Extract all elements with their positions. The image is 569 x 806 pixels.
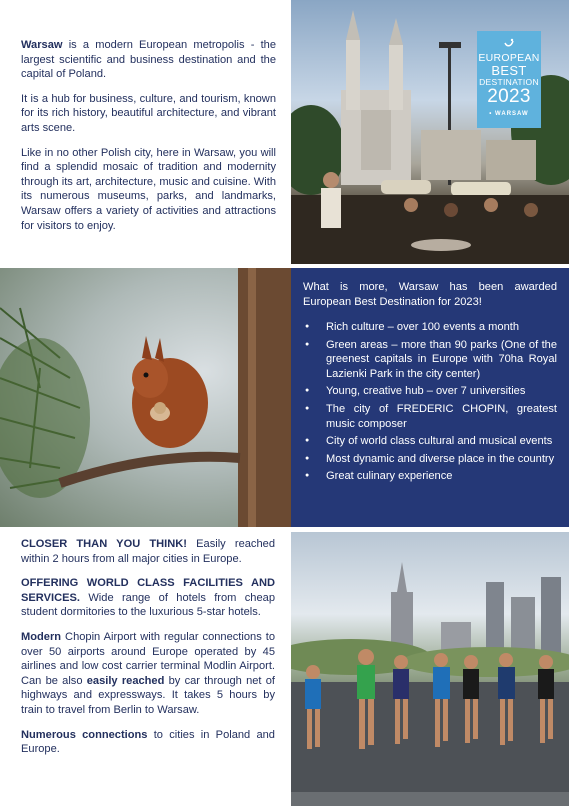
list-item: ● Great culinary experience [303,469,557,484]
photo-marathon [291,532,569,806]
lower-paragraph-3 [21,630,275,718]
list-item: ● The city of FREDERIC CHOPIN, greatest music composer [303,402,557,431]
highlights-list [303,320,557,487]
lower-text-2: Wide range of hotels from cheap student dormitories to the luxurious 5-star hotels. [21,591,275,619]
best-destination-badge [477,31,541,128]
city-name: Warsaw [21,39,63,51]
list-item: ● Young, creative hub – over 7 universities [303,384,557,399]
lower-text-4: to cities in Poland and Europe. [21,728,275,756]
photo-church-cafe [291,0,569,264]
squirrel-illustration [0,268,291,527]
badge-line-2: BEST [491,62,527,78]
intro-section [21,38,276,233]
lower-text-3a: Chopin Airport with regular connections to over 50 airports around Europe operated by 45 airlines and low cost carrier terminal Modlin Airport. Can be also [21,630,275,687]
intro-paragraph-1 [21,38,276,82]
badge-subtitle: • WARSAW [489,111,529,117]
badge-line-1: EUROPEAN [478,52,540,64]
lower-text-1: Easily reached within 2 hours from all major cities in Europe. [21,538,275,565]
badge-line-3: DESTINATION [479,76,539,87]
lower-bold-modern: Modern [21,630,62,643]
list-item: ● Most dynamic and diverse place in the country [303,452,557,467]
list-item: ● City of world class cultural and musical events [303,434,557,449]
lower-text-3b: by car through net of highways and expressways. It takes 5 hours by train to travel from Berlin to Warsaw. [21,674,275,716]
intro-text-1: is a modern European metropolis - the largest scientific and business destination and the capital of Poland. [21,39,276,81]
lower-paragraph-1 [21,537,275,566]
lower-heading-1: CLOSER THAN YOU THINK! [21,538,187,550]
photo-squirrel [0,268,291,527]
lower-bold-easily: easily reached [86,674,165,687]
list-item: ● Rich culture – over 100 events a month [303,320,557,335]
access-section [21,537,275,757]
lower-bold-connections: Numerous connections [21,728,148,741]
intro-paragraph-3: Like in no other Polish city, here in Warsaw, you will find a splendid mosaic of tradition and modernity through its art, architecture, music and cuisine. With its numerous museums, parks, and landmarks, Warsaw offers a variety of activities and attractions for visitors to enjoy. [21,146,276,232]
lower-heading-2: OFFERING WORLD CLASS FACILITIES AND SERVICES. [21,577,275,604]
lower-paragraph-4 [21,728,275,757]
marathon-illustration [291,532,569,806]
badge-year: 2023 [487,86,531,107]
ebd-logo-icon [503,37,515,49]
panel-intro: What is more, Warsaw has been awarded European Best Destination for 2023! [303,281,557,308]
lower-paragraph-2 [21,576,275,620]
list-item: ● Green areas – more than 90 parks (One of the greenest capitals in Europe with 70ha Royal Lazienki Park in the city center) [303,338,557,382]
highlights-panel [291,268,569,527]
intro-paragraph-2: It is a hub for business, culture, and tourism, known for its rich history, beautiful architecture, and vibrant arts scene. [21,92,276,134]
